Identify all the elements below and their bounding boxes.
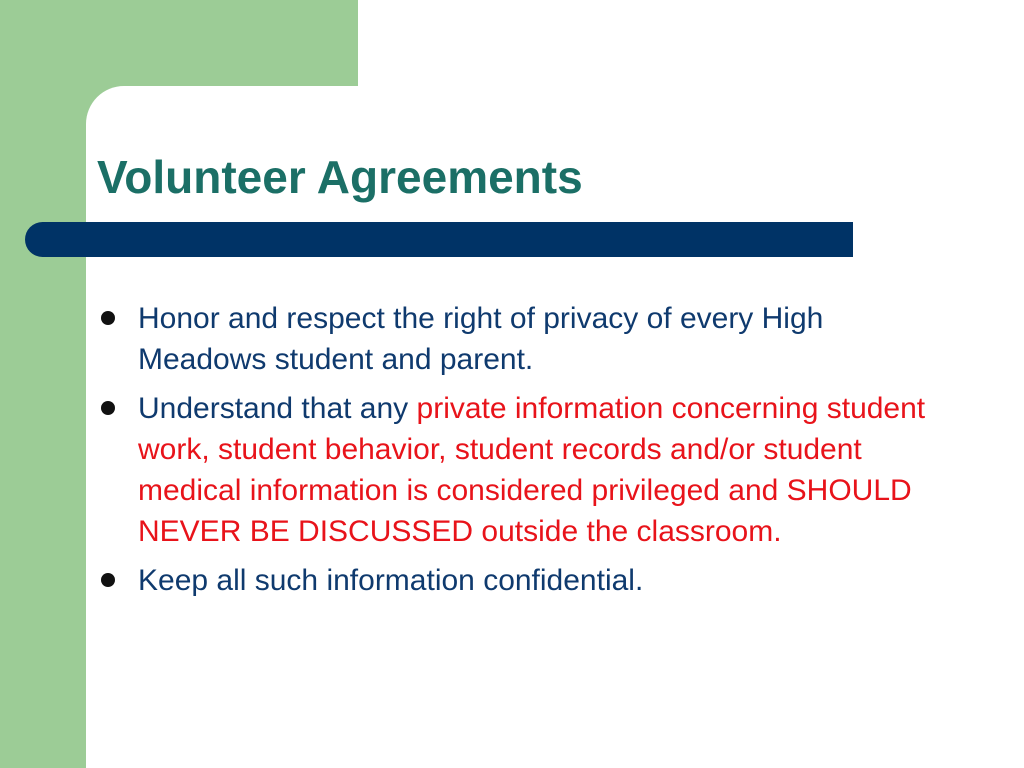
bullet-dot-icon (101, 401, 115, 415)
title-underline-bar (25, 222, 853, 257)
bullet-text: Understand that any (138, 392, 417, 425)
bullet-dot-icon (101, 311, 115, 325)
bullet-text: Honor and respect the right of privacy of every High Meadows student and parent. (138, 302, 824, 376)
bullet-highlight-text: private information concerning student work, student behavior, student records and/or student medical information is considered privileged and SHOULD NEVER BE DISCUSSED outside the classroom. (138, 392, 926, 548)
slide-title: Volunteer Agreements (97, 151, 583, 203)
top-white-area (358, 0, 1024, 90)
bullet-dot-icon (101, 573, 115, 587)
bullet-list (98, 298, 928, 609)
bullet-text: Keep all such information confidential. (138, 564, 644, 597)
bullet-item-privacy (98, 298, 928, 380)
bullet-item-private-information (98, 388, 928, 552)
bullet-item-confidential (98, 560, 928, 601)
